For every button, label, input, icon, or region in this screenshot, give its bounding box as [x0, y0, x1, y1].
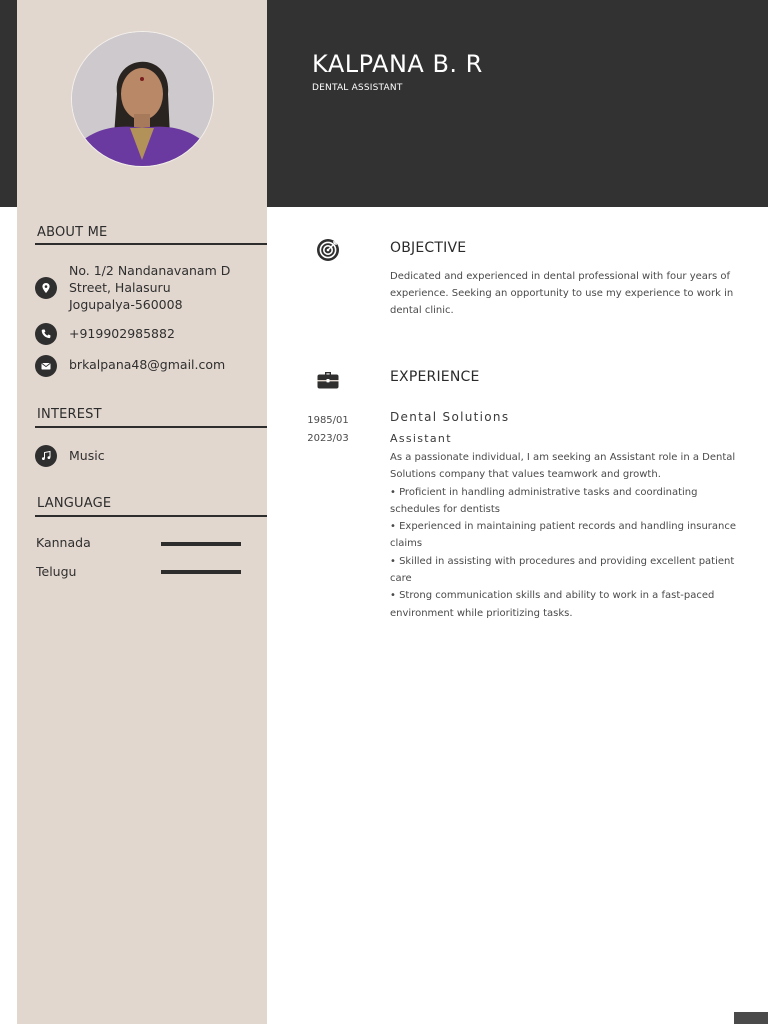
experience-bullet: • Strong communication skills and ability to work in a fast-paced environment while prioritizing tasks. [390, 590, 715, 619]
language-level-bar [161, 542, 241, 546]
language-heading: LANGUAGE [37, 496, 112, 511]
candidate-name: KALPANA B. R [312, 50, 483, 78]
address-line: Street, Halasuru [69, 280, 171, 295]
experience-end-date: 2023/03 [307, 433, 349, 444]
candidate-title: DENTAL ASSISTANT [312, 83, 403, 93]
watermark-badge [734, 1012, 768, 1024]
profile-photo [71, 31, 214, 167]
phone-number: +919902985882 [69, 326, 175, 341]
experience-position: Assistant [390, 432, 452, 445]
experience-description [390, 449, 746, 622]
language-name: Kannada [36, 535, 91, 550]
experience-bullet: • Skilled in assisting with procedures and providing excellent patient care [390, 555, 735, 585]
email-icon [35, 355, 57, 377]
experience-summary: As a passionate individual, I am seeking an Assistant role in a Dental Solutions company that values teamwork and growth. [390, 452, 736, 481]
experience-heading: EXPERIENCE [390, 369, 480, 385]
profile-photo-image [72, 32, 213, 166]
experience-company: Dental Solutions [390, 410, 510, 424]
objective-heading: OBJECTIVE [390, 240, 467, 256]
target-icon [316, 238, 340, 262]
interest-heading: INTEREST [37, 407, 102, 422]
address-line: Jogupalya-560008 [69, 297, 183, 312]
language-divider [35, 515, 267, 517]
interest-divider [35, 426, 267, 428]
experience-start-date: 1985/01 [307, 415, 349, 426]
about-heading: ABOUT ME [37, 225, 108, 240]
interest-item: Music [69, 448, 105, 463]
briefcase-icon [316, 367, 340, 391]
location-icon [35, 277, 57, 299]
experience-bullet: • Proficient in handling administrative tasks and coordinating schedules for dentists [390, 486, 698, 515]
phone-icon [35, 323, 57, 345]
address-line: No. 1/2 Nandanavanam D [69, 263, 231, 278]
experience-bullet: • Experienced in maintaining patient records and handling insurance claims [390, 521, 737, 550]
language-level-bar [161, 570, 241, 574]
address [69, 262, 230, 313]
email-address: brkalpana48@gmail.com [69, 357, 226, 372]
about-divider [35, 243, 267, 245]
language-name: Telugu [36, 564, 77, 579]
objective-text: Dedicated and experienced in dental professional with four years of experience. Seeking an opportunity to use my experience to work in dental clinic. [390, 271, 734, 317]
music-icon [35, 445, 57, 467]
